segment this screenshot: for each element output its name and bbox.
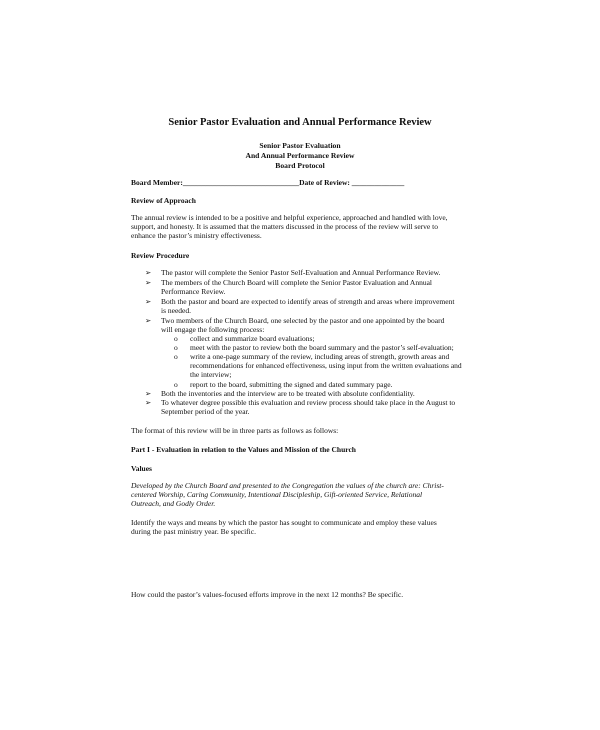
bullet-text: is needed.	[161, 306, 191, 315]
format-line: The format of this review will be in three parts as follows as follows:	[131, 426, 339, 435]
sub-bullet-circle-icon: o	[174, 343, 178, 352]
values-italic-line: centered Worship, Caring Community, Intentional Discipleship, Gift-oriented Service, Relational	[131, 490, 423, 499]
question-line: How could the pastor’s values-focused efforts improve in the next 12 months? Be specific.	[131, 590, 404, 599]
values-heading: Values	[131, 464, 152, 473]
bullet-arrow-icon: ➢	[145, 316, 152, 325]
board-member-line: Board Member:_______________________________Date of Review: ______________	[131, 178, 405, 187]
sub-bullet-text: the interview;	[190, 370, 232, 379]
bullet-arrow-icon: ➢	[145, 268, 152, 277]
bullet-arrow-icon: ➢	[145, 297, 152, 306]
identify-line: during the past ministry year. Be specific.	[131, 527, 256, 536]
approach-paragraph-line: enhance the pastor’s ministry effectiveness.	[131, 231, 262, 240]
sub-bullet-text: report to the board, submitting the signed and dated summary page.	[190, 380, 393, 389]
part1-heading: Part I - Evaluation in relation to the Values and Mission of the Church	[131, 445, 356, 454]
bullet-arrow-icon: ➢	[145, 398, 152, 407]
subtitle-line-1: Senior Pastor Evaluation	[259, 141, 341, 150]
identify-line: Identify the ways and means by which the pastor has sought to communicate and employ these values	[131, 518, 437, 527]
values-italic-line: Outreach, and Godly Order.	[131, 499, 216, 508]
sub-bullet-text: meet with the pastor to review both the board summary and the pastor’s self-evaluation;	[190, 343, 454, 352]
sub-bullet-circle-icon: o	[174, 352, 178, 361]
bullet-arrow-icon: ➢	[145, 278, 152, 287]
sub-bullet-circle-icon: o	[174, 380, 178, 389]
sub-bullet-circle-icon: o	[174, 334, 178, 343]
approach-paragraph-line: The annual review is intended to be a positive and helpful experience, approached and handled with love,	[131, 213, 448, 222]
bullet-text: September period of the year.	[161, 407, 250, 416]
bullet-text: The members of the Church Board will complete the Senior Pastor Evaluation and Annual	[161, 278, 432, 287]
subtitle-line-2: And Annual Performance Review	[245, 151, 355, 160]
sub-bullet-text: write a one-page summary of the review, including areas of strength, growth areas and	[190, 352, 450, 361]
bullet-text: Both the inventories and the interview are to be treated with absolute confidentiality.	[161, 389, 415, 398]
review-procedure-heading: Review Procedure	[131, 251, 190, 260]
approach-paragraph-line: support, and honesty. It is assumed that the matters discussed in the process of the review will serve to	[131, 222, 438, 231]
values-italic-line: Developed by the Church Board and presented to the Congregation the values of the church are: Christ-	[131, 481, 444, 490]
bullet-text: Both the pastor and board are expected to identify areas of strength and areas where improvement	[161, 297, 455, 306]
bullet-text: Performance Review.	[161, 287, 226, 296]
sub-bullet-text: recommendations for enhanced effectiveness, using input from the written evaluations and	[190, 361, 462, 370]
bullet-arrow-icon: ➢	[145, 389, 152, 398]
bullet-text: Two members of the Church Board, one selected by the pastor and one appointed by the board	[161, 316, 445, 325]
sub-bullet-text: collect and summarize board evaluations;	[190, 334, 315, 343]
subtitle-line-3: Board Protocol	[275, 161, 325, 170]
document-title: Senior Pastor Evaluation and Annual Performance Review	[168, 117, 432, 128]
bullet-text: will engage the following process:	[161, 325, 265, 334]
bullet-text: To whatever degree possible this evaluation and review process should take place in the August to	[161, 398, 456, 407]
bullet-text: The pastor will complete the Senior Pastor Self-Evaluation and Annual Performance Review.	[161, 268, 441, 277]
review-of-approach-heading: Review of Approach	[131, 196, 196, 205]
